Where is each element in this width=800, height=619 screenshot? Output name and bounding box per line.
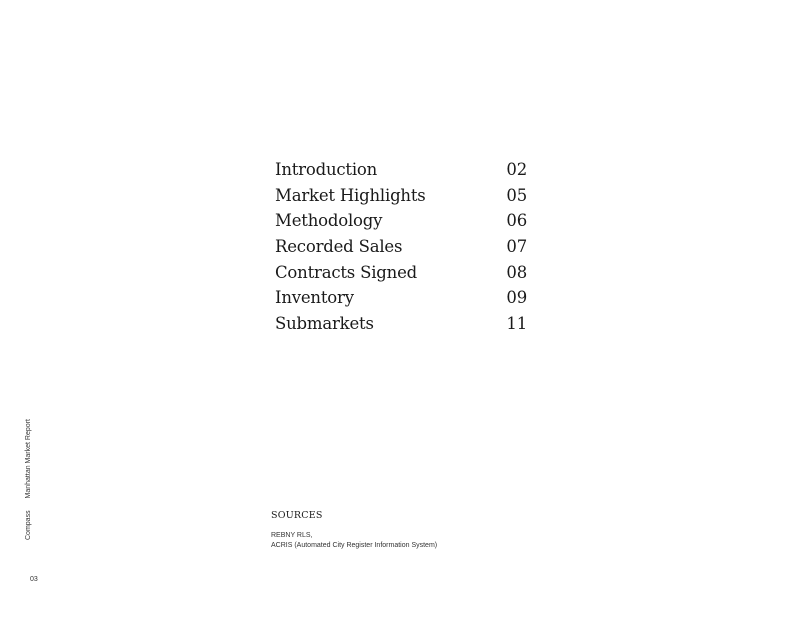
page-number: 03 — [30, 576, 38, 583]
toc-page-number: 08 — [506, 262, 527, 282]
toc-title: Market Highlights — [275, 185, 426, 205]
vertical-report-label — [25, 419, 32, 540]
toc-title: Introduction — [275, 160, 378, 179]
toc-row-inventory[interactable] — [275, 288, 527, 314]
toc-page-number: 07 — [506, 237, 527, 257]
toc-page-number: 06 — [506, 211, 527, 231]
toc-title: Contracts Signed — [275, 262, 418, 282]
toc-row-submarkets[interactable] — [275, 314, 527, 340]
source-line: REBNY RLS, — [271, 532, 313, 539]
toc-title: Recorded Sales — [275, 237, 403, 257]
brand-name: Compass — [25, 510, 32, 540]
toc-page-number: 11 — [506, 314, 527, 334]
toc-row-methodology[interactable] — [275, 211, 527, 237]
toc-page-number: 09 — [506, 288, 527, 308]
toc-title: Methodology — [275, 211, 383, 231]
toc-title: Inventory — [275, 288, 354, 308]
toc-row-contracts-signed[interactable] — [275, 263, 527, 289]
toc-page-number: 02 — [506, 160, 527, 179]
toc-row-recorded-sales[interactable] — [275, 237, 527, 263]
toc-page-number: 05 — [506, 185, 527, 205]
report-name: Manhattan Market Report — [25, 419, 32, 499]
sources-block — [271, 510, 437, 550]
sources-heading: SOURCES — [271, 510, 323, 521]
toc-title: Submarkets — [275, 314, 374, 334]
source-line: ACRIS (Automated City Register Information System) — [271, 541, 438, 549]
toc-row-market-highlights[interactable] — [275, 186, 527, 212]
toc-row-introduction[interactable] — [275, 160, 527, 186]
table-of-contents — [275, 160, 527, 340]
